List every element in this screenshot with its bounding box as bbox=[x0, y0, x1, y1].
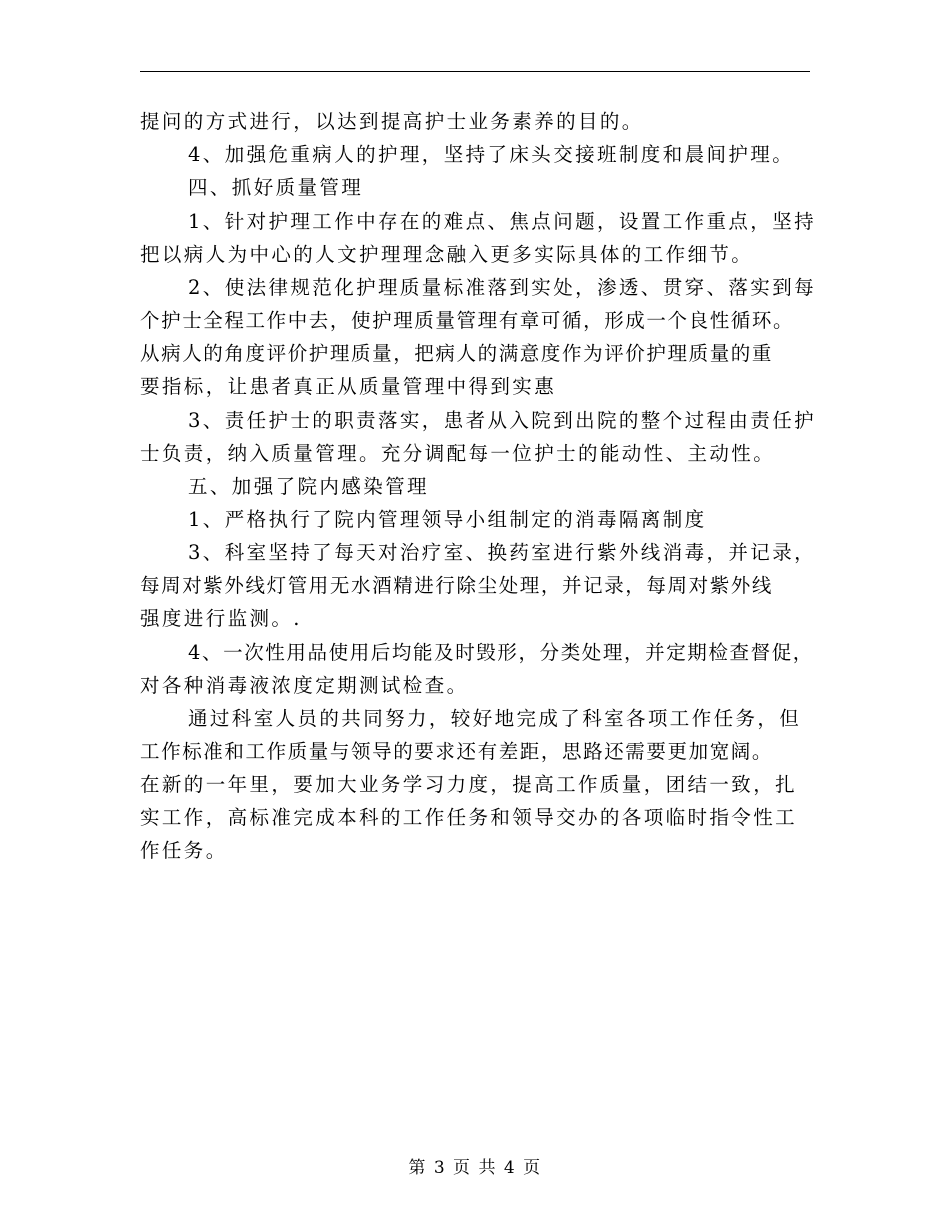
section-heading: 四、抓好质量管理 bbox=[188, 176, 364, 199]
body-line: 通过科室人员的共同努力，较好地完成了科室各项工作任务，但 bbox=[188, 707, 802, 730]
body-line: 提问的方式进行，以达到提高护士业务素养的目的。 bbox=[140, 110, 644, 133]
body-line: 每周对紫外线灯管用无水酒精进行除尘处理，并记录，每周对紫外线 bbox=[140, 574, 774, 597]
section-heading: 五、加强了院内感染管理 bbox=[188, 475, 429, 498]
body-line: 1、严格执行了院内管理领导小组制定的消毒隔离制度 bbox=[188, 508, 707, 531]
body-line: 把以病人为中心的人文护理理念融入更多实际具体的工作细节。 bbox=[140, 243, 754, 266]
body-line: 2、使法律规范化护理质量标准落到实处，渗透、贯穿、落实到每 bbox=[188, 276, 817, 299]
header-rule bbox=[140, 71, 810, 72]
body-line: 4、一次性用品使用后均能及时毁形，分类处理，并定期检查督促， bbox=[188, 641, 814, 664]
body-line: 士负责，纳入质量管理。充分调配每一位护士的能动性、主动性。 bbox=[140, 442, 776, 465]
body-line: 从病人的角度评价护理质量，把病人的满意度作为评价护理质量的重 bbox=[140, 342, 774, 365]
body-line: 要指标，让患者真正从质量管理中得到实惠 bbox=[140, 375, 557, 398]
body-line: 工作标准和工作质量与领导的要求还有差距，思路还需要更加宽阔。 bbox=[140, 740, 774, 763]
body-line: 3、科室坚持了每天对治疗室、换药室进行紫外线消毒，并记录， bbox=[188, 541, 817, 564]
body-line: 强度进行监测。. bbox=[140, 607, 302, 630]
body-line: 3、责任护士的职责落实，患者从入院到出院的整个过程由责任护 bbox=[188, 409, 817, 432]
page-number: 第 3 页 共 4 页 bbox=[408, 1158, 542, 1178]
body-line: 个护士全程工作中去，使护理质量管理有章可循，形成一个良性循环。 bbox=[140, 309, 795, 332]
body-line: 对各种消毒液浓度定期测试检查。 bbox=[140, 674, 469, 697]
body-line: 1、针对护理工作中存在的难点、焦点问题，设置工作重点，坚持 bbox=[188, 210, 817, 233]
body-line: 在新的一年里，要加大业务学习力度，提高工作质量，团结一致，扎 bbox=[140, 773, 798, 796]
body-line: 4、加强危重病人的护理，坚持了床头交接班制度和晨间护理。 bbox=[188, 143, 795, 166]
body-line: 作任务。 bbox=[140, 839, 228, 862]
body-line: 实工作，高标准完成本科的工作任务和领导交办的各项临时指令性工 bbox=[140, 806, 798, 829]
